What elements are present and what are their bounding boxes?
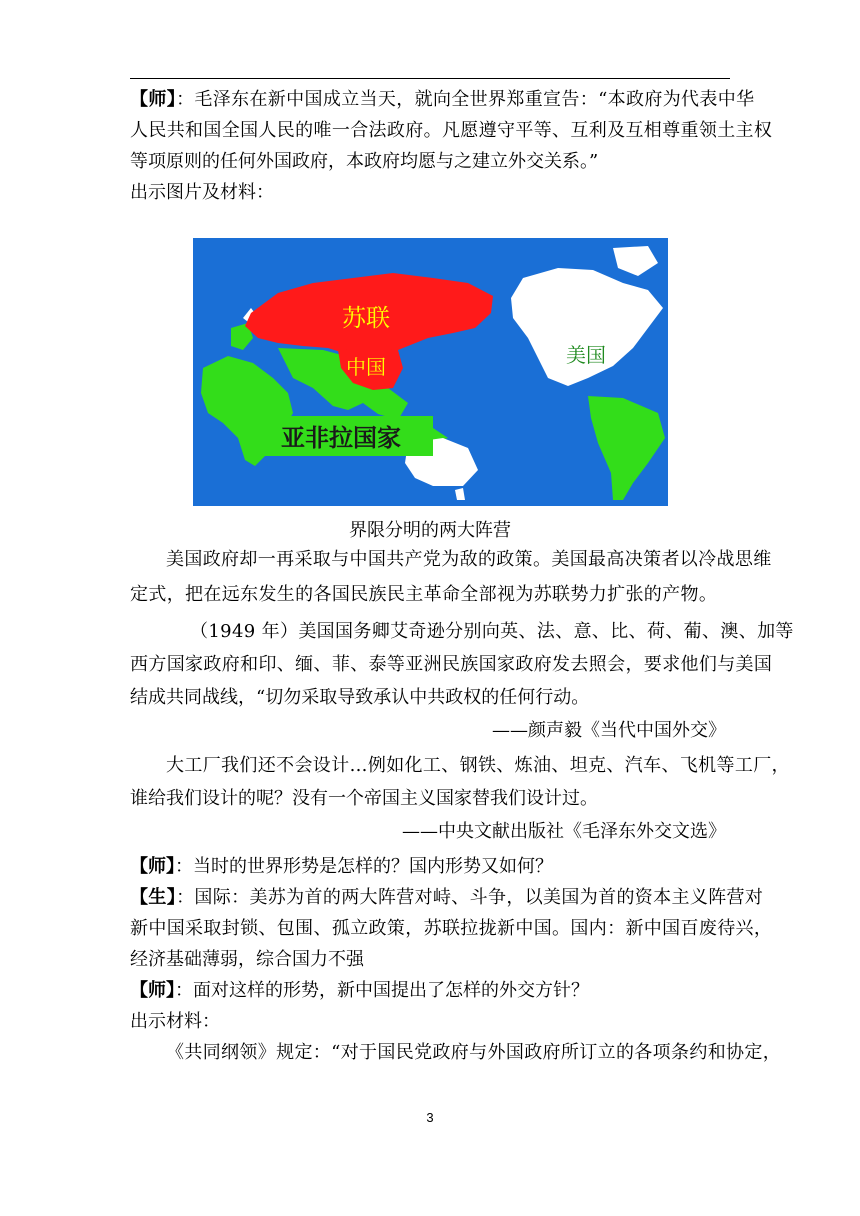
teacher-question-1 <box>130 855 734 879</box>
header-rule <box>130 78 730 79</box>
material-2-line-1: （1949 年）美国国务卿艾奇逊分别向英、法、意、比、荷、葡、澳、加等 <box>190 621 794 642</box>
student-answer-line-1 <box>130 886 764 910</box>
label-afro-asia: 亚非拉国家 <box>281 424 401 452</box>
page-number: 3 <box>426 1110 434 1125</box>
label-usa: 美国 <box>566 343 606 367</box>
material-1-line-1: 美国政府却一再采取与中国共产党为敌的政策。美国最高决策者以冷战思维 <box>166 549 772 570</box>
material-3-line-2: 谁给我们设计的呢？没有一个帝国主义国家替我们设计过。 <box>130 788 598 809</box>
question-text: ：面对这样的形势，新中国提出了怎样的外交方针？ <box>175 980 589 1001</box>
map-caption: 界限分明的两大阵营 <box>349 520 511 541</box>
teacher-tag: 【师】 <box>130 980 175 1001</box>
student-tag: 【生】 <box>130 887 177 908</box>
student-answer-line-2: 新中国采取封锁、包围、孤立政策，苏联拉拢新中国。国内：新中国百废待兴， <box>130 918 773 939</box>
label-ussr: 苏联 <box>342 304 390 332</box>
material-3-line-1: 大工厂我们还不会设计…例如化工、钢铁、炼油、坦克、汽车、飞机等工厂， <box>166 755 790 776</box>
paragraph-text: ：毛泽东在新中国成立当天，就向全世界郑重宣告：“本政府为代表中华 <box>176 89 755 110</box>
world-map-image <box>193 238 668 506</box>
paragraph-teacher-1-line-2: 人民共和国全国人民的唯一合法政府。凡愿遵守平等、互利及互相尊重领土主权 <box>130 120 773 141</box>
show-material-label-2: 出示材料： <box>130 1011 220 1032</box>
material-2-line-2: 西方国家政府和印、缅、菲、泰等亚洲民族国家政府发去照会，要求他们与美国 <box>130 654 773 675</box>
program-quote-line: 《共同纲领》规定：“对于国民党政府与外国政府所订立的各项条约和协定， <box>166 1042 782 1063</box>
paragraph-teacher-1-line-3: 等项原则的任何外国政府，本政府均愿与之建立外交关系。” <box>130 151 599 172</box>
label-china: 中国 <box>346 355 386 379</box>
teacher-tag: 【师】 <box>130 89 177 110</box>
material-3-source: ——中央文献出版社《毛泽东外交文选》 <box>402 821 726 842</box>
question-text: ：当时的世界形势是怎样的？国内形势又如何？ <box>175 856 553 877</box>
teacher-tag: 【师】 <box>130 856 175 877</box>
student-answer-line-3: 经济基础薄弱，综合国力不强 <box>130 949 364 970</box>
material-1-line-2: 定式，把在远东发生的各国民族民主革命全部视为苏联势力扩张的产物。 <box>130 584 718 605</box>
material-2-line-3: 结成共同战线，“切勿采取导致承认中共政权的任何行动。 <box>130 687 590 708</box>
show-material-label-1: 出示图片及材料： <box>130 182 274 203</box>
paragraph-teacher-1-line-1 <box>130 88 755 112</box>
teacher-question-2 <box>130 979 734 1003</box>
material-2-source: ——颜声毅《当代中国外交》 <box>492 720 726 741</box>
answer-text: ：国际：美苏为首的两大阵营对峙、斗争，以美国为首的资本主义阵营对 <box>176 887 764 908</box>
